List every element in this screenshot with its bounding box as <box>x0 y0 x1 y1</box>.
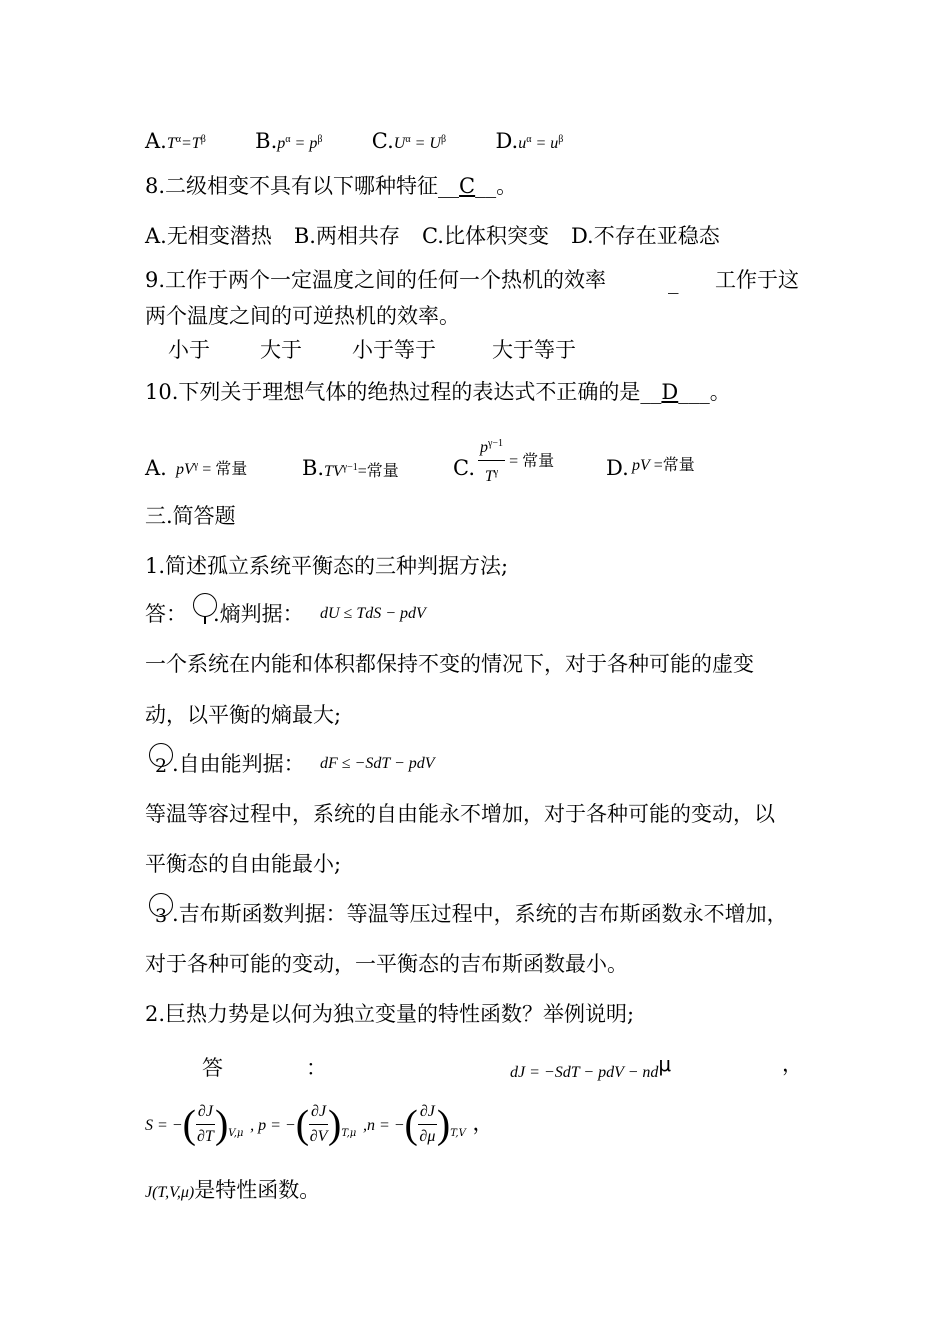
question-9-line2: 两个温度之间的可逆热机的效率。 <box>145 304 460 328</box>
q10-option-b-formula: $TV^{\gamma-1}=$常量 <box>324 462 399 480</box>
option-a: A.无相变潜热 <box>145 224 272 248</box>
q10-option-b: B. <box>302 456 325 480</box>
option-a: 小于 <box>168 338 210 362</box>
s2-answer-colon: ： <box>306 1056 327 1080</box>
q7-options <box>145 128 563 156</box>
q9-options <box>168 338 576 362</box>
option-c: 小于等于 <box>352 338 436 362</box>
option-d: 大于等于 <box>492 338 576 362</box>
s1-n2-digit: 2 <box>155 755 168 777</box>
q10-option-d: D. <box>606 456 629 480</box>
question-9-line1: 9.工作于两个一定温度之间的任何一个热机的效率 <box>145 268 607 292</box>
q10-option-a-formula: $pV^\gamma$ = 常量 <box>176 460 248 478</box>
s1-n3-digit: 3 <box>155 905 168 927</box>
option-c: C.比体积突变 <box>421 224 549 248</box>
s2-conclusion: J(T,V,μ)是特性函数。 <box>145 1178 321 1202</box>
answer-8: C <box>459 174 476 198</box>
option-b-label: B. <box>255 129 278 153</box>
s1-n2-label: .自由能判据： <box>172 752 305 776</box>
s2-partials: S = −( $\frac{\partial J}{\partial T}$ )$_{V,\mu}$ , p = −( $\frac{\partial J}{\partial V}$ )$_{T,\mu}$ ,n = −( $\frac{\partial J}{\partial\mu}$ )$_{T,V}$ ， <box>145 1101 494 1147</box>
option-a-formula: $T^\alpha=T^\beta$ <box>166 134 206 152</box>
option-b: 大于 <box>260 338 302 362</box>
s1-n1-label: .熵判据： <box>213 602 304 626</box>
s1-n3-desc2: 对于各种可能的变动，一平衡态的吉布斯函数最小。 <box>145 952 628 976</box>
q10-option-a: A. <box>145 456 167 480</box>
option-b-formula: $p^\alpha = p^\beta$ <box>277 134 323 152</box>
option-d: D.不存在亚稳态 <box>570 224 720 248</box>
s1-answer-label: 答： <box>145 602 187 626</box>
s2-dJ-formula: dJ = −SdT − pdV − ndμ <box>510 1052 672 1081</box>
answer-10: D <box>661 380 679 404</box>
s1-n3-text: .吉布斯函数判据：等温等压过程中，系统的吉布斯函数永不增加， <box>172 902 788 926</box>
question-9-blank: _ <box>668 270 679 294</box>
q10-option-d-formula: pV =常量 <box>632 457 695 474</box>
option-b: B.两相共存 <box>293 224 400 248</box>
question-10: 10.下列关于理想气体的绝热过程的表达式不正确的是__D___。 <box>145 380 731 404</box>
question-9-line1-end: 工作于这 <box>715 268 799 292</box>
option-d-formula: $u^\alpha = u^\beta$ <box>518 134 564 152</box>
option-c-formula: $U^\alpha = U^\beta$ <box>393 134 447 152</box>
s1-n1-formula: dU ≤ TdS − pdV <box>320 605 426 622</box>
s2-comma: ， <box>782 1052 803 1076</box>
s1-n2-formula: dF ≤ −SdT − pdV <box>320 755 435 772</box>
q10-option-c-formula: $\frac{p^{\gamma-1}}{T^\gamma}$ = 常量 <box>478 432 554 489</box>
q8-options <box>145 224 720 248</box>
s1-question: 1.简述孤立系统平衡态的三种判据方法; <box>145 554 509 578</box>
s1-n2-desc2: 平衡态的自由能最小; <box>145 852 342 876</box>
option-a-label: A. <box>145 129 167 153</box>
option-d-label: D. <box>495 129 519 153</box>
q10-option-c: C. <box>453 456 475 480</box>
s1-n1-desc1: 一个系统在内能和体积都保持不变的情况下，对于各种可能的虚变 <box>145 652 754 676</box>
s1-n2-desc1: 等温等容过程中，系统的自由能永不增加，对于各种可能的变动，以 <box>145 802 775 826</box>
s2-answer-label: 答 <box>202 1056 223 1080</box>
option-c-label: C. <box>371 129 394 153</box>
s2-question: 2.巨热力势是以何为独立变量的特性函数？举例说明; <box>145 1002 635 1026</box>
s1-n1-desc2: 动，以平衡的熵最大; <box>145 703 342 727</box>
section-title: 三.简答题 <box>145 504 236 528</box>
question-8: 8.二级相变不具有以下哪种特征__C__。 <box>145 174 518 198</box>
